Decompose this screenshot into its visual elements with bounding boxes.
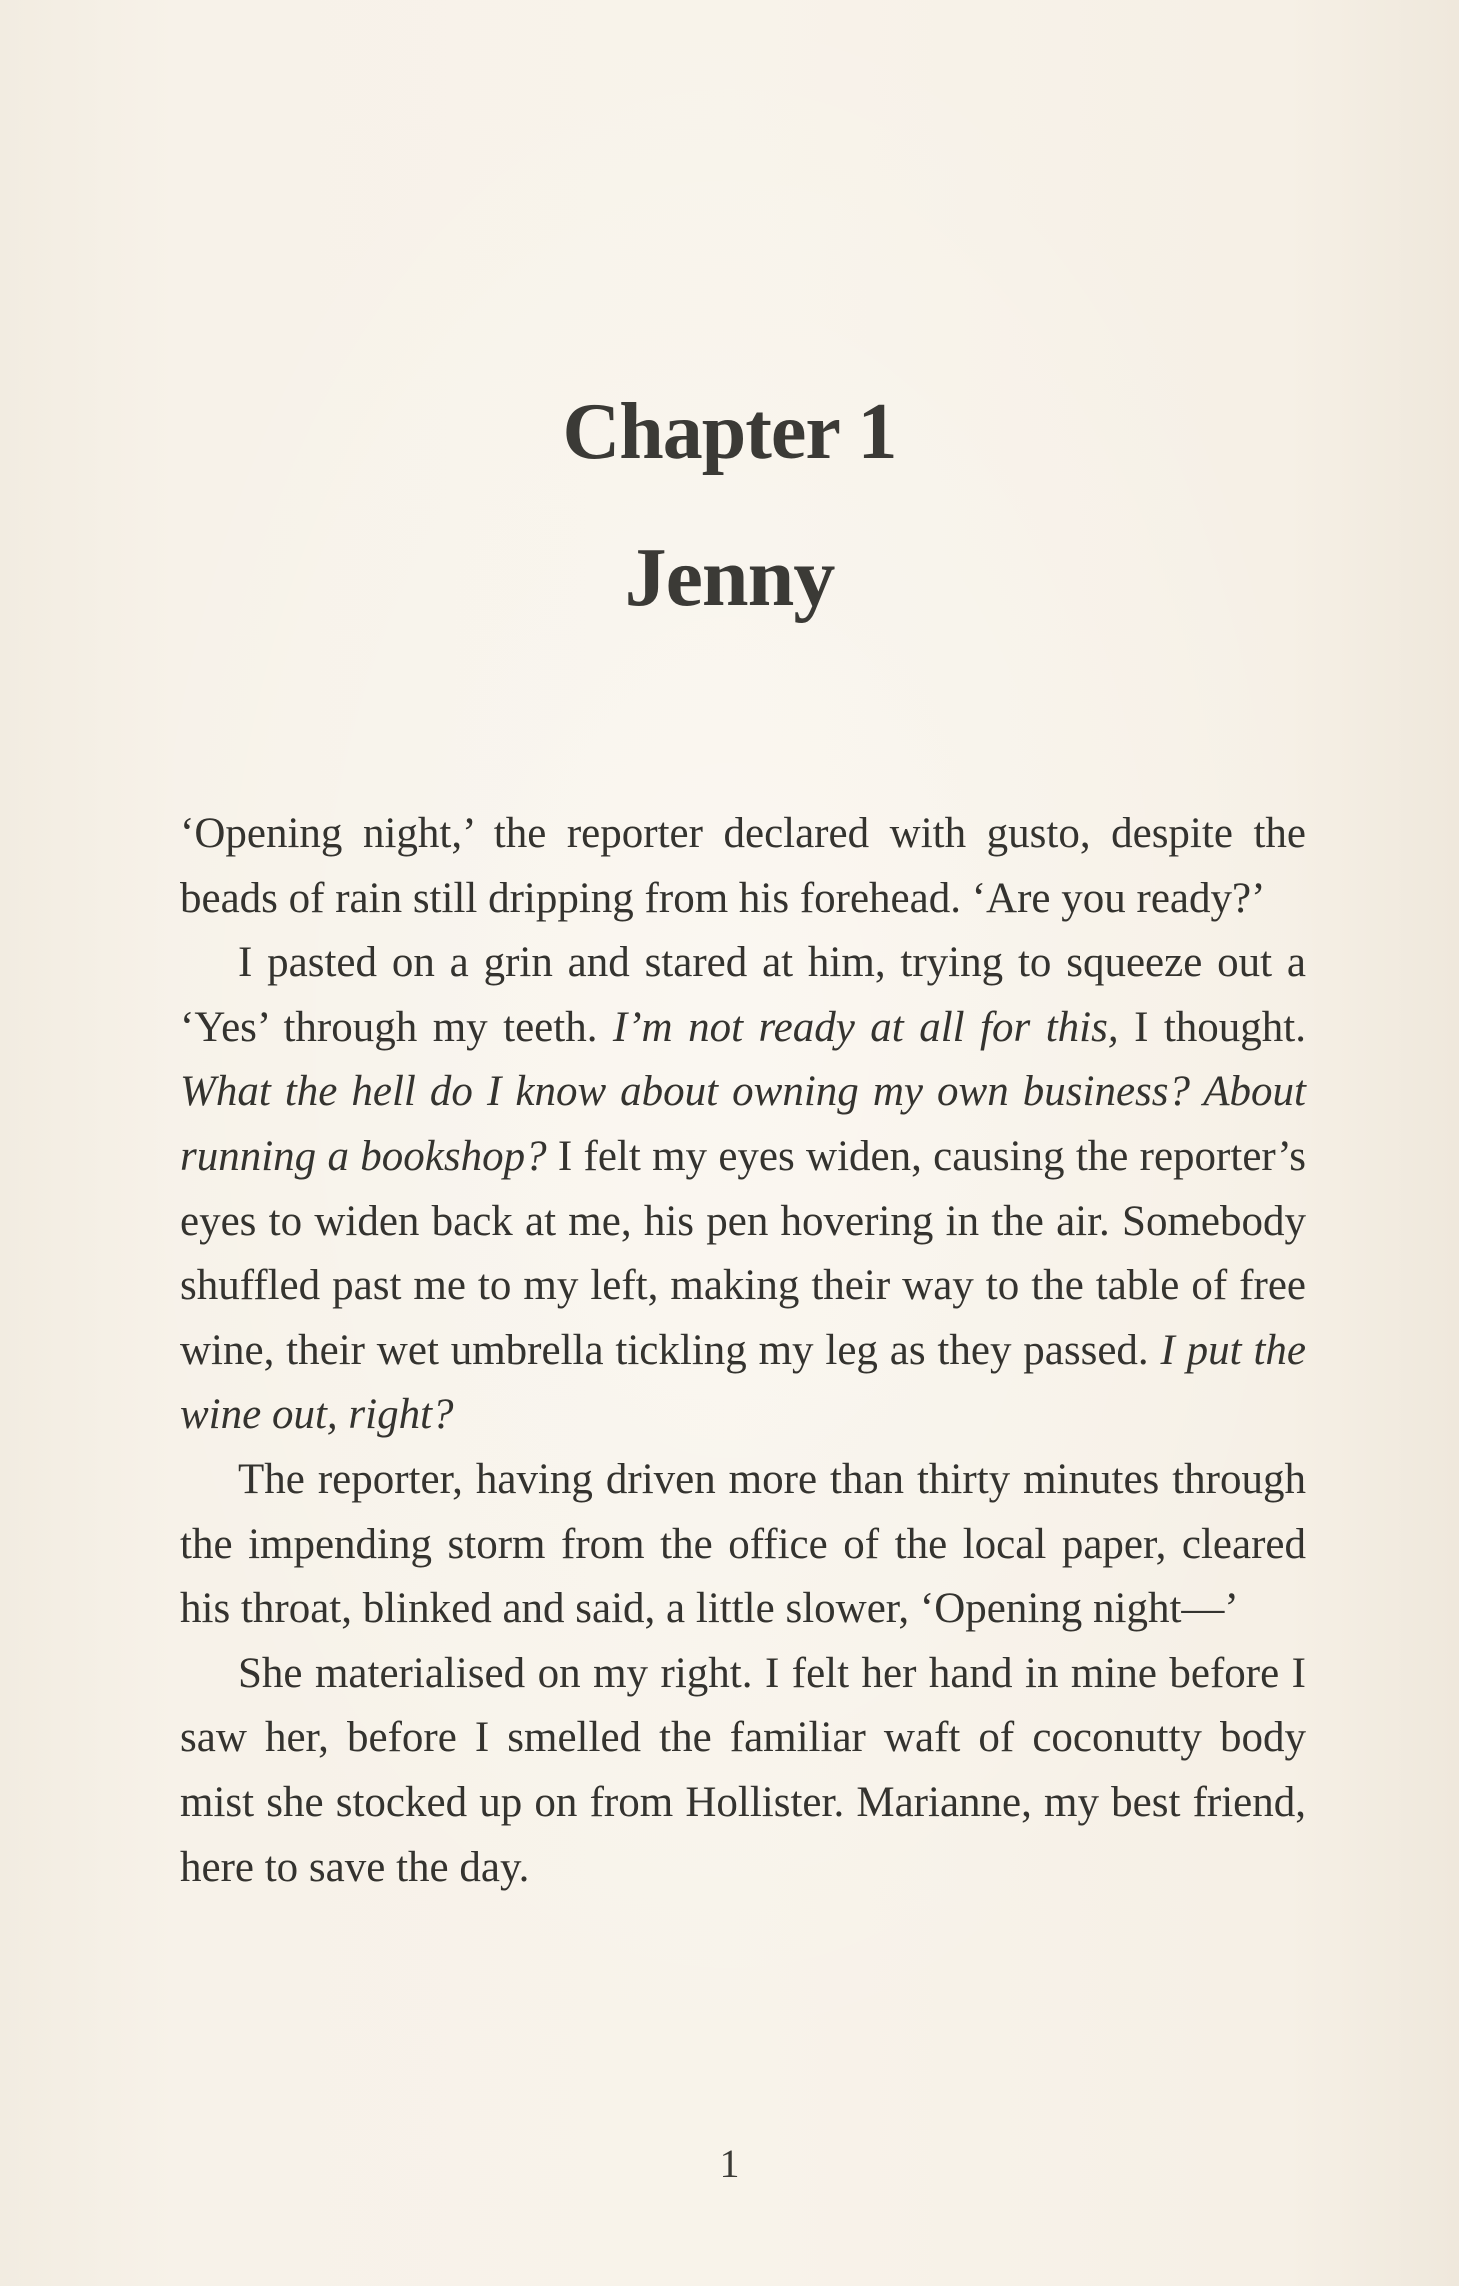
text-segment: I pasted on a grin and stared at him, trying to squeeze out a ‘Yes’ through my teeth.: [180, 939, 1306, 1051]
chapter-title: Jenny: [624, 531, 835, 624]
paragraph: [180, 802, 1306, 931]
text-segment: I felt my eyes widen, causing the reporter’s eyes to widen back at me, his pen hovering in the air. Somebody shuffled past me to my left, making their way to the table of free wine, their wet umbrella tickling my leg as they passed.: [180, 1132, 1306, 1374]
text-segment: ‘Opening night,’ the reporter declared with gusto, despite the beads of rain still dripping from his forehead. ‘Are you ready?’: [180, 810, 1306, 922]
italic-text-segment: I put the wine out, right?: [180, 1326, 1306, 1439]
text-segment: The reporter, having driven more than thirty minutes through the impending storm from the office of the local paper, cleared his throat, blinked and said, a little slower, ‘Opening night—’: [180, 1455, 1306, 1633]
italic-text-segment: What the hell do I know about owning my own business? About running a bookshop?: [180, 1068, 1306, 1180]
italic-text-segment: I’m not ready at all for this,: [612, 1003, 1119, 1051]
paragraph: [180, 931, 1306, 1448]
text-segment: I thought.: [1118, 1003, 1306, 1051]
paragraph: [180, 1642, 1306, 1900]
chapter-body-text: [180, 802, 1306, 1900]
paragraph: [180, 1448, 1306, 1642]
page-number: 1: [719, 2141, 740, 2186]
chapter-number: Chapter 1: [562, 388, 897, 476]
text-segment: She materialised on my right. I felt her hand in mine before I saw her, before I smelled the familiar waft of coconutty body mist she stocked up on from Hollister. Marianne, my best friend, here to save the day.: [180, 1649, 1306, 1891]
